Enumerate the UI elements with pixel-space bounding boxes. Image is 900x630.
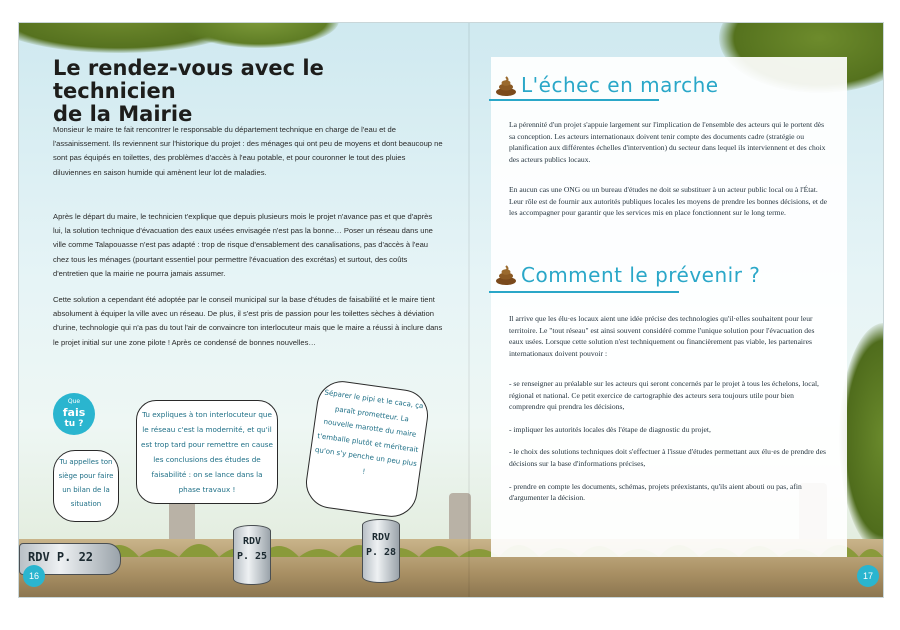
section-heading: L'échec en marche [521, 73, 719, 97]
paragraph: Après le départ du maire, le technicien t'explique que depuis plusieurs mois le projet n'avance pas et que d'après lui, la solution technique d'évacuation des eaux usées envisagée n'est pas la bonne… Poser un réseau dans une ville comme Talapouasse n'est pas adapté : trop de risque d'ensablement des canalisations, pas d'accès à l'eau chez tous les ménages (pourtant essentiel pour permettre l'évacuation des excrétas) et surtout, des coûts d'entretien que la mairie ne pourra jamais assumer. [53, 212, 433, 278]
poop-icon [495, 76, 517, 96]
badge-line: fais [62, 406, 86, 419]
title-line: Le rendez-vous avec le technicien [53, 56, 324, 103]
page-number: 17 [857, 565, 879, 587]
pipe-label: RDV P. 22 [28, 550, 94, 564]
pipe-label: P. 28 [365, 547, 397, 558]
list-item: - se renseigner au préalable sur les acteurs qui seront concernés par le projet à tous les échelons, local, régional et national. Ce petit exercice de cartographie des acteurs sera toujours utile pour bien comprendre qui prendra les décisions, [509, 379, 819, 412]
pipe-label: P. 25 [236, 551, 268, 562]
paragraph: Monsieur le maire te fait rencontrer le responsable du département technique en charge de l'eau et de l'assainissement. Ils reviennent sur l'historique du projet : des ménages qui ont peu de moyens et dont beaucoup ne sont pas équipés en toilettes, des problèmes d'accès à l'eau potable, et pour couronner le tout des pluies diluviennes en saison humide qui amènent leur lot de maladies. [53, 125, 443, 177]
choice-bubble-network-modernity[interactable]: Tu expliques à ton interlocuteur que le réseau c'est la modernité, et qu'il est trop tard pour remettre en cause les conclusions des études de faisabilité : on se lance dans la phase travaux ! [136, 400, 278, 504]
section-heading: Comment le prévenir ? [521, 263, 761, 287]
pipe-label: RDV [371, 532, 391, 543]
list-item: - impliquer les autorités locales dès l'étape de diagnostic du projet, [509, 424, 711, 434]
right-page [469, 23, 883, 597]
title-line: de la Mairie [53, 102, 193, 126]
recommendation-list [509, 378, 829, 515]
paragraph: La pérennité d'un projet s'appuie largement sur l'implication de l'ensemble des acteurs qui le portent dès sa conception. Les acteurs internationaux doivent tenir compte des documents cadre (stratégie ou planification aux différentes échelles d'intervention) du secteur dans lequel ils interviennent et des choix des acteurs publics locaux. [509, 120, 826, 164]
badge-line: tu ? [64, 419, 84, 429]
list-item: - prendre en compte les documents, schémas, projets préexistants, qu'ils aient abouti ou pas, afin d'argumenter la décision. [509, 481, 802, 503]
pipe-rdv-25[interactable] [233, 525, 271, 585]
heading-underline [489, 291, 679, 293]
left-page [19, 23, 469, 597]
paragraph: Il arrive que les élu·es locaux aient une idée précise des technologies qu'il·elles souhaitent pour leur territoire. Le "tout réseau" est ainsi souvent considéré comme l'unique solution pour l'évacuation des eaux usées. Lorsque cette solution n'est techniquement ou financièrement pas viable, les partenaires internationaux doivent pouvoir : [509, 314, 815, 358]
paragraph: Cette solution a cependant été adoptée par le conseil municipal sur la base d'études de faisabilité et le maire tient absolument à équiper la ville avec un réseau. De plus, il s'est pris de passion pour les toilettes sèches à déviation d'urine, technologie qui n'a pas du tout l'air de convaincre ton interlocuteur mais que le maire a réussi à inclure dans le projet initial sur une zone pilote ! Après ce condensé de bonnes nouvelles… [53, 295, 443, 347]
list-item: - le choix des solutions techniques doit s'effectuer à l'issue d'études permettant aux élu·es de prendre des décisions sur la base d'informations précises, [509, 447, 826, 468]
que-fais-tu-badge [53, 393, 95, 435]
poop-icon [495, 265, 517, 285]
paragraph: En aucun cas une ONG ou un bureau d'études ne doit se substituer à un acteur public local ou à l'État. Leur rôle est de fournir aux autorités publiques locales les moyens de prendre les bonnes décisions, et de les accompagner pour garantir que les services mis en place fonctionnent sur le long terme. [509, 185, 827, 218]
heading-underline [489, 99, 659, 101]
page-title [53, 57, 443, 126]
book-spread [18, 22, 884, 598]
badge-line: Que [67, 398, 81, 405]
page-number: 16 [23, 565, 45, 587]
choice-bubble-call-headquarters[interactable]: Tu appelles ton siège pour faire un bilan de la situation [53, 450, 119, 522]
pipe-label: RDV [242, 536, 262, 547]
pipe-rdv-28[interactable] [362, 519, 400, 583]
choice-bubble-separate-waste[interactable]: Séparer le pipi et le caca, ça paraît prometteur. La nouvelle marotte du maire t'emballe plutôt et mériterait qu'on s'y penche un peu plus ! [303, 378, 432, 520]
